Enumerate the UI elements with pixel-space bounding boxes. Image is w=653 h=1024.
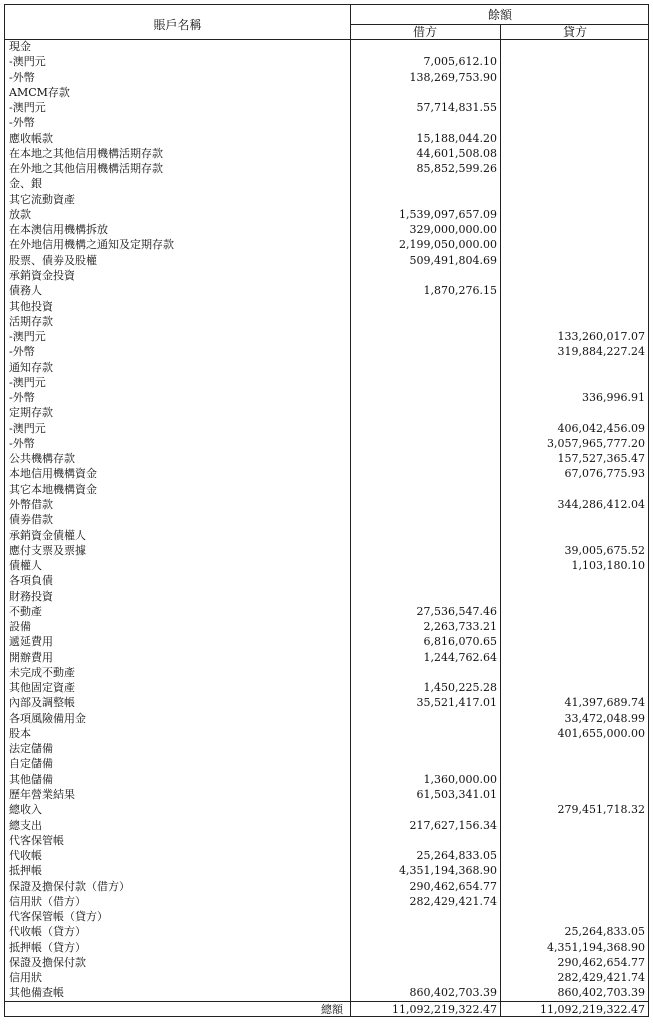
table-row [5,85,650,100]
debit-amount: 509,491,804.69 [409,253,497,267]
account-name: 總支出 [9,818,42,832]
account-name: 設備 [9,620,31,634]
table-row [5,176,650,191]
account-rows [5,39,650,1001]
header-credit: 貸方 [562,25,587,39]
account-name: 承銷資金債權人 [9,528,86,542]
table-row [5,970,650,985]
account-name: 內部及調整帳 [9,696,75,710]
table-row [5,573,650,588]
account-name: 法定儲備 [9,742,53,756]
credit-amount: 290,462,654.77 [557,955,645,969]
debit-amount: 1,360,000.00 [423,772,497,786]
table-row [5,802,650,817]
account-name: 承銷資金投資 [9,268,75,282]
table-row [5,466,650,481]
account-name: 債務人 [9,284,42,298]
account-name: 股票、債劵及股權 [9,253,97,267]
debit-amount: 1,450,225.28 [423,681,497,695]
account-name: 其他投資 [9,299,53,313]
table-row [5,237,650,252]
account-name: 債權人 [9,559,42,573]
account-name: 活期存款 [9,314,53,328]
debit-amount: 1,244,762.64 [423,650,497,664]
account-name: 在外地信用機構之通知及定期存款 [9,238,174,252]
credit-amount: 1,103,180.10 [571,559,645,573]
debit-amount: 217,627,156.34 [409,818,497,832]
table-row [5,818,650,833]
credit-amount: 860,402,703.39 [557,986,645,1000]
credit-amount: 319,884,227.24 [557,345,645,359]
account-name: -澳門元 [9,330,46,344]
credit-amount: 67,076,775.93 [564,467,645,481]
total-row [5,1001,650,1018]
table-row [5,146,650,161]
table-row [5,604,650,619]
account-name: AMCM存款 [9,85,70,99]
debit-amount: 44,601,508.08 [416,146,497,160]
table-row [5,665,650,680]
account-name: 總收入 [9,803,42,817]
table-row [5,879,650,894]
debit-amount: 57,714,831.55 [416,101,497,115]
credit-amount: 33,472,048.99 [564,711,645,725]
credit-amount: 344,286,412.04 [557,497,645,511]
account-name: -外幣 [9,116,35,130]
credit-amount: 133,260,017.07 [557,330,645,344]
table-row [5,360,650,375]
account-name: 債劵借款 [9,513,53,527]
account-name: 在本地之其他信用機構活期存款 [9,146,163,160]
credit-amount: 282,429,421.74 [557,971,645,985]
table-row [5,299,650,314]
table-row [5,772,650,787]
account-name: 外幣借款 [9,497,53,511]
table-row [5,634,650,649]
table-row [5,558,650,573]
table-row [5,253,650,268]
account-name: -外幣 [9,436,35,450]
account-name: 歷年營業結果 [9,788,75,802]
debit-amount: 6,816,070.65 [423,635,497,649]
account-name: 代收帳（貸方） [9,925,86,939]
account-name: 本地信用機構資金 [9,467,97,481]
table-row [5,695,650,710]
debit-amount: 860,402,703.39 [409,986,497,1000]
table-row [5,924,650,939]
account-name: 現金 [9,40,31,53]
header-account-name: 賬戶名稱 [153,18,202,32]
credit-amount: 157,527,365.47 [557,452,645,466]
table-row [5,161,650,176]
table-row [5,833,650,848]
debit-amount: 1,870,276.15 [423,284,497,298]
debit-amount: 35,521,417.01 [416,696,497,710]
account-name: 各項風險備用金 [9,711,86,725]
table-row [5,390,650,405]
account-name: -澳門元 [9,55,46,69]
table-row [5,222,650,237]
account-name: 金、銀 [9,177,42,191]
debit-amount: 2,199,050,000.00 [399,238,497,252]
table-row [5,711,650,726]
table-row [5,451,650,466]
table-row [5,131,650,146]
debit-amount: 2,263,733.21 [423,620,497,634]
table-row [5,726,650,741]
total-credit: 11,092,219,322.47 [540,1003,645,1016]
table-row [5,497,650,512]
header-balance: 餘額 [487,8,512,22]
debit-amount: 27,536,547.46 [416,604,497,618]
table-row [5,650,650,665]
table-row [5,985,650,1000]
credit-amount: 39,005,675.52 [564,543,645,557]
credit-amount: 4,351,194,368.90 [547,940,645,954]
credit-amount: 25,264,833.05 [564,925,645,939]
table-row [5,314,650,329]
debit-amount: 7,005,612.10 [423,55,497,69]
debit-amount: 282,429,421.74 [409,894,497,908]
table-row [5,512,650,527]
debit-amount: 138,269,753.90 [409,70,497,84]
debit-amount: 1,539,097,657.09 [399,207,497,221]
debit-amount: 4,351,194,368.90 [399,864,497,878]
account-name: 應付支票及票據 [9,543,86,557]
table-row [5,207,650,222]
account-name: 應收帳款 [9,131,53,145]
account-name: 代收帳 [9,849,42,863]
debit-amount: 61,503,341.01 [416,788,497,802]
debit-amount: 290,462,654.77 [409,879,497,893]
table-row [5,405,650,420]
account-name: 放款 [9,207,31,221]
account-name: 開辦費用 [9,650,53,664]
table-row [5,909,650,924]
account-name: 其它本地機構資金 [9,482,97,496]
account-name: -澳門元 [9,375,46,389]
account-name: 不動產 [9,604,42,618]
debit-amount: 85,852,599.26 [416,162,497,176]
credit-amount: 401,655,000.00 [557,726,645,740]
table-row [5,192,650,207]
credit-amount: 406,042,456.09 [557,421,645,435]
account-name: 在外地之其他信用機構活期存款 [9,162,163,176]
account-name: 在本澳信用機構拆放 [9,223,108,237]
debit-amount: 329,000,000.00 [409,223,497,237]
account-name: 其它流動資產 [9,192,75,206]
table-row [5,421,650,436]
table-row [5,283,650,298]
table-row [5,756,650,771]
account-name: -外幣 [9,70,35,84]
credit-amount: 279,451,718.32 [557,803,645,817]
account-name: 通知存款 [9,360,53,374]
table-row [5,619,650,634]
table-row [5,848,650,863]
account-name: 各項負債 [9,574,53,588]
account-name: 信用狀（借方） [9,894,86,908]
account-name: -外幣 [9,345,35,359]
table-row [5,482,650,497]
table-row [5,863,650,878]
table-row [5,115,650,130]
account-name: 信用狀 [9,971,42,985]
debit-amount: 15,188,044.20 [416,131,497,145]
account-name: 其他備查帳 [9,986,64,1000]
account-name: -澳門元 [9,101,46,115]
table-row [5,375,650,390]
total-debit: 11,092,219,322.47 [392,1003,497,1016]
credit-amount: 336,996.91 [582,391,645,405]
table-row [5,955,650,970]
account-name: 股本 [9,726,31,740]
debit-amount: 25,264,833.05 [416,849,497,863]
table-row [5,528,650,543]
account-name: 其他儲備 [9,772,53,786]
table-row [5,436,650,451]
table-row [5,54,650,69]
account-name: -澳門元 [9,421,46,435]
account-name: 財務投資 [9,589,53,603]
account-name: 遞延費用 [9,635,53,649]
table-row [5,589,650,604]
table-row [5,894,650,909]
table-row [5,329,650,344]
table-row [5,940,650,955]
table-row [5,787,650,802]
account-name: -外幣 [9,391,35,405]
table-row [5,268,650,283]
credit-amount: 3,057,965,777.20 [547,436,645,450]
account-name: 定期存款 [9,406,53,420]
account-name: 其他固定資產 [9,681,75,695]
table-row [5,39,650,54]
account-name: 代客保管帳（貸方） [9,910,108,924]
table-row [5,70,650,85]
table-row [5,741,650,756]
account-name: 未完成不動產 [9,665,75,679]
account-name: 保證及擔保付款 [9,955,86,969]
account-name: 代客保管帳 [9,833,64,847]
balance-table [4,4,649,1017]
account-name: 抵押帳 [9,864,42,878]
account-name: 保證及擔保付款（借方） [9,879,130,893]
credit-amount: 41,397,689.74 [564,696,645,710]
table-row [5,344,650,359]
table-row [5,680,650,695]
table-row [5,100,650,115]
total-label: 總額 [321,1003,343,1016]
account-name: 公共機構存款 [9,452,75,466]
table-row [5,543,650,558]
account-name: 自定儲備 [9,757,53,771]
header-debit: 借方 [412,25,437,39]
account-name: 抵押帳（貸方） [9,940,86,954]
